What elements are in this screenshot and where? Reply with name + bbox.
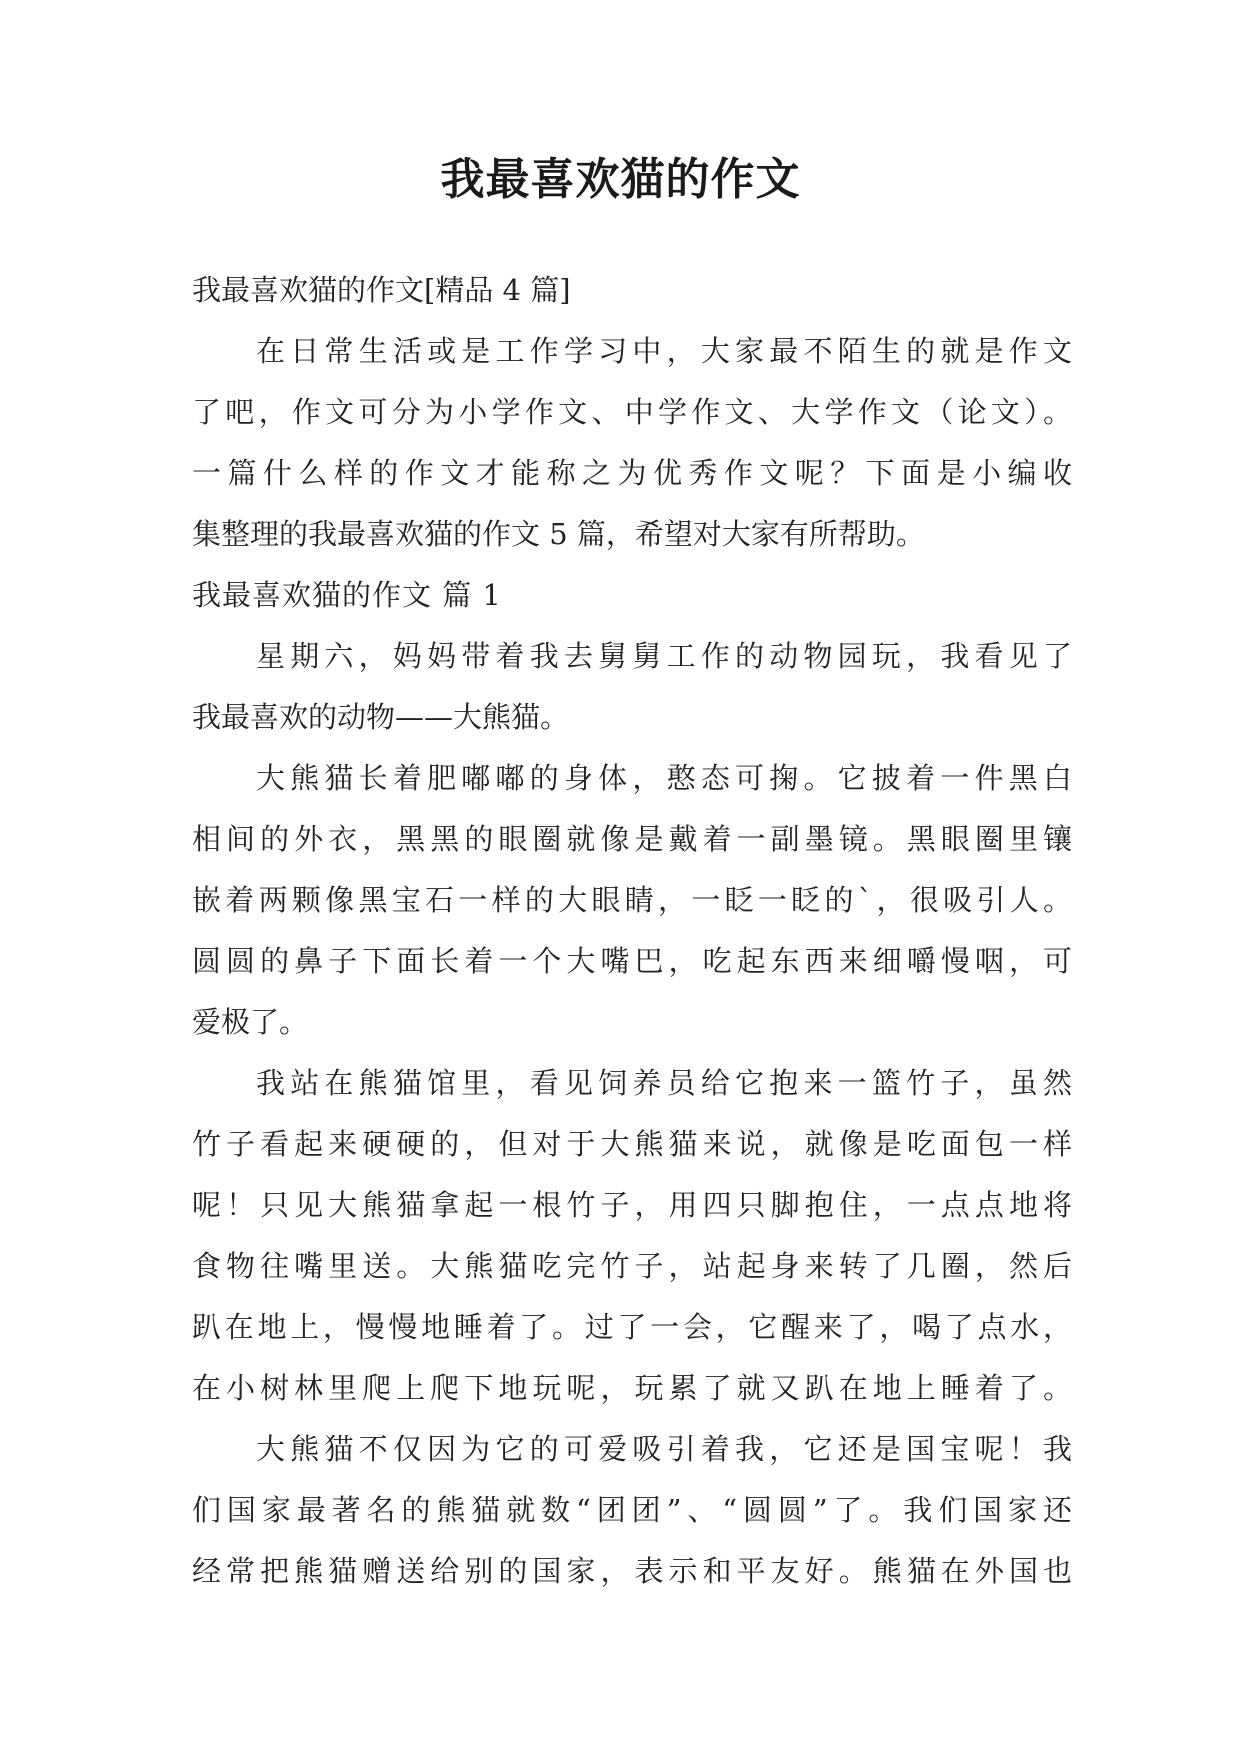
line-text: 在日常生活或是工作学习中，大家最不陌生的就是作文 bbox=[256, 334, 1072, 368]
line-text: 了吧，作文可分为小学作文、中学作文、大学作文（论文）。 bbox=[192, 395, 1072, 429]
text-line bbox=[192, 382, 1072, 443]
line-text: 相间的外衣，黑黑的眼圈就像是戴着一副墨镜。黑眼圈里镶 bbox=[192, 822, 1072, 856]
line-text: 呢！只见大熊猫拿起一根竹子，用四只脚抱住，一点点地将 bbox=[192, 1188, 1072, 1222]
line-text: 竹子看起来硬硬的，但对于大熊猫来说，就像是吃面包一样 bbox=[192, 1127, 1072, 1161]
line-text: 食物往嘴里送。大熊猫吃完竹子，站起身来转了几圈，然后 bbox=[192, 1249, 1072, 1283]
text-line bbox=[192, 1114, 1072, 1175]
text-line bbox=[192, 931, 1072, 992]
line-text: 大熊猫长着肥嘟嘟的身体，憨态可掬。它披着一件黑白 bbox=[256, 761, 1072, 795]
text-line bbox=[192, 992, 1072, 1053]
text-line bbox=[192, 1053, 1072, 1114]
text-line bbox=[192, 1541, 1072, 1602]
line-text: 一篇什么样的作文才能称之为优秀作文呢？下面是小编收 bbox=[192, 456, 1072, 490]
text-line bbox=[192, 321, 1072, 382]
document-body bbox=[192, 260, 1072, 1602]
line-text: 我最喜欢的动物——大熊猫。 bbox=[192, 700, 570, 734]
text-line bbox=[192, 443, 1072, 504]
text-line bbox=[192, 1236, 1072, 1297]
text-line bbox=[192, 1419, 1072, 1480]
text-line bbox=[192, 1358, 1072, 1419]
text-line bbox=[192, 504, 1072, 565]
line-text: 嵌着两颗像黑宝石一样的大眼睛，一眨一眨的`，很吸引人。 bbox=[192, 883, 1072, 917]
line-text: 我站在熊猫馆里，看见饲养员给它抱来一篮竹子，虽然 bbox=[256, 1066, 1072, 1100]
document-title: 我最喜欢猫的作文 bbox=[440, 154, 801, 205]
line-text: 星期六，妈妈带着我去舅舅工作的动物园玩，我看见了 bbox=[256, 639, 1072, 673]
line-text: 在小树林里爬上爬下地玩呢，玩累了就又趴在地上睡着了。 bbox=[192, 1371, 1072, 1405]
line-text: 圆圆的鼻子下面长着一个大嘴巴，吃起东西来细嚼慢咽，可 bbox=[192, 944, 1072, 978]
text-line bbox=[192, 870, 1072, 931]
line-text: 爱极了。 bbox=[192, 1005, 309, 1039]
section-heading bbox=[192, 565, 1072, 626]
text-line bbox=[192, 809, 1072, 870]
text-line bbox=[192, 1297, 1072, 1358]
text-line bbox=[192, 748, 1072, 809]
text-line bbox=[192, 1175, 1072, 1236]
line-text: 大熊猫不仅因为它的可爱吸引着我，它还是国宝呢！我 bbox=[256, 1432, 1072, 1466]
text-line bbox=[192, 626, 1072, 687]
line-text: 集整理的我最喜欢猫的作文 5 篇，希望对大家有所帮助。 bbox=[192, 517, 925, 551]
line-text: 经常把熊猫赠送给别的国家，表示和平友好。熊猫在外国也 bbox=[192, 1554, 1072, 1588]
text-line bbox=[192, 260, 1072, 321]
line-text: 趴在地上，慢慢地睡着了。过了一会，它醒来了，喝了点水， bbox=[192, 1310, 1072, 1344]
line-text: 我最喜欢猫的作文 篇 1 bbox=[192, 578, 502, 612]
line-text: 我最喜欢猫的作文[精品 4 篇] bbox=[192, 273, 571, 307]
text-line bbox=[192, 687, 1072, 748]
text-line bbox=[192, 1480, 1072, 1541]
line-text: 们国家最著名的熊猫就数“团团”、“圆圆”了。我们国家还 bbox=[192, 1493, 1072, 1527]
